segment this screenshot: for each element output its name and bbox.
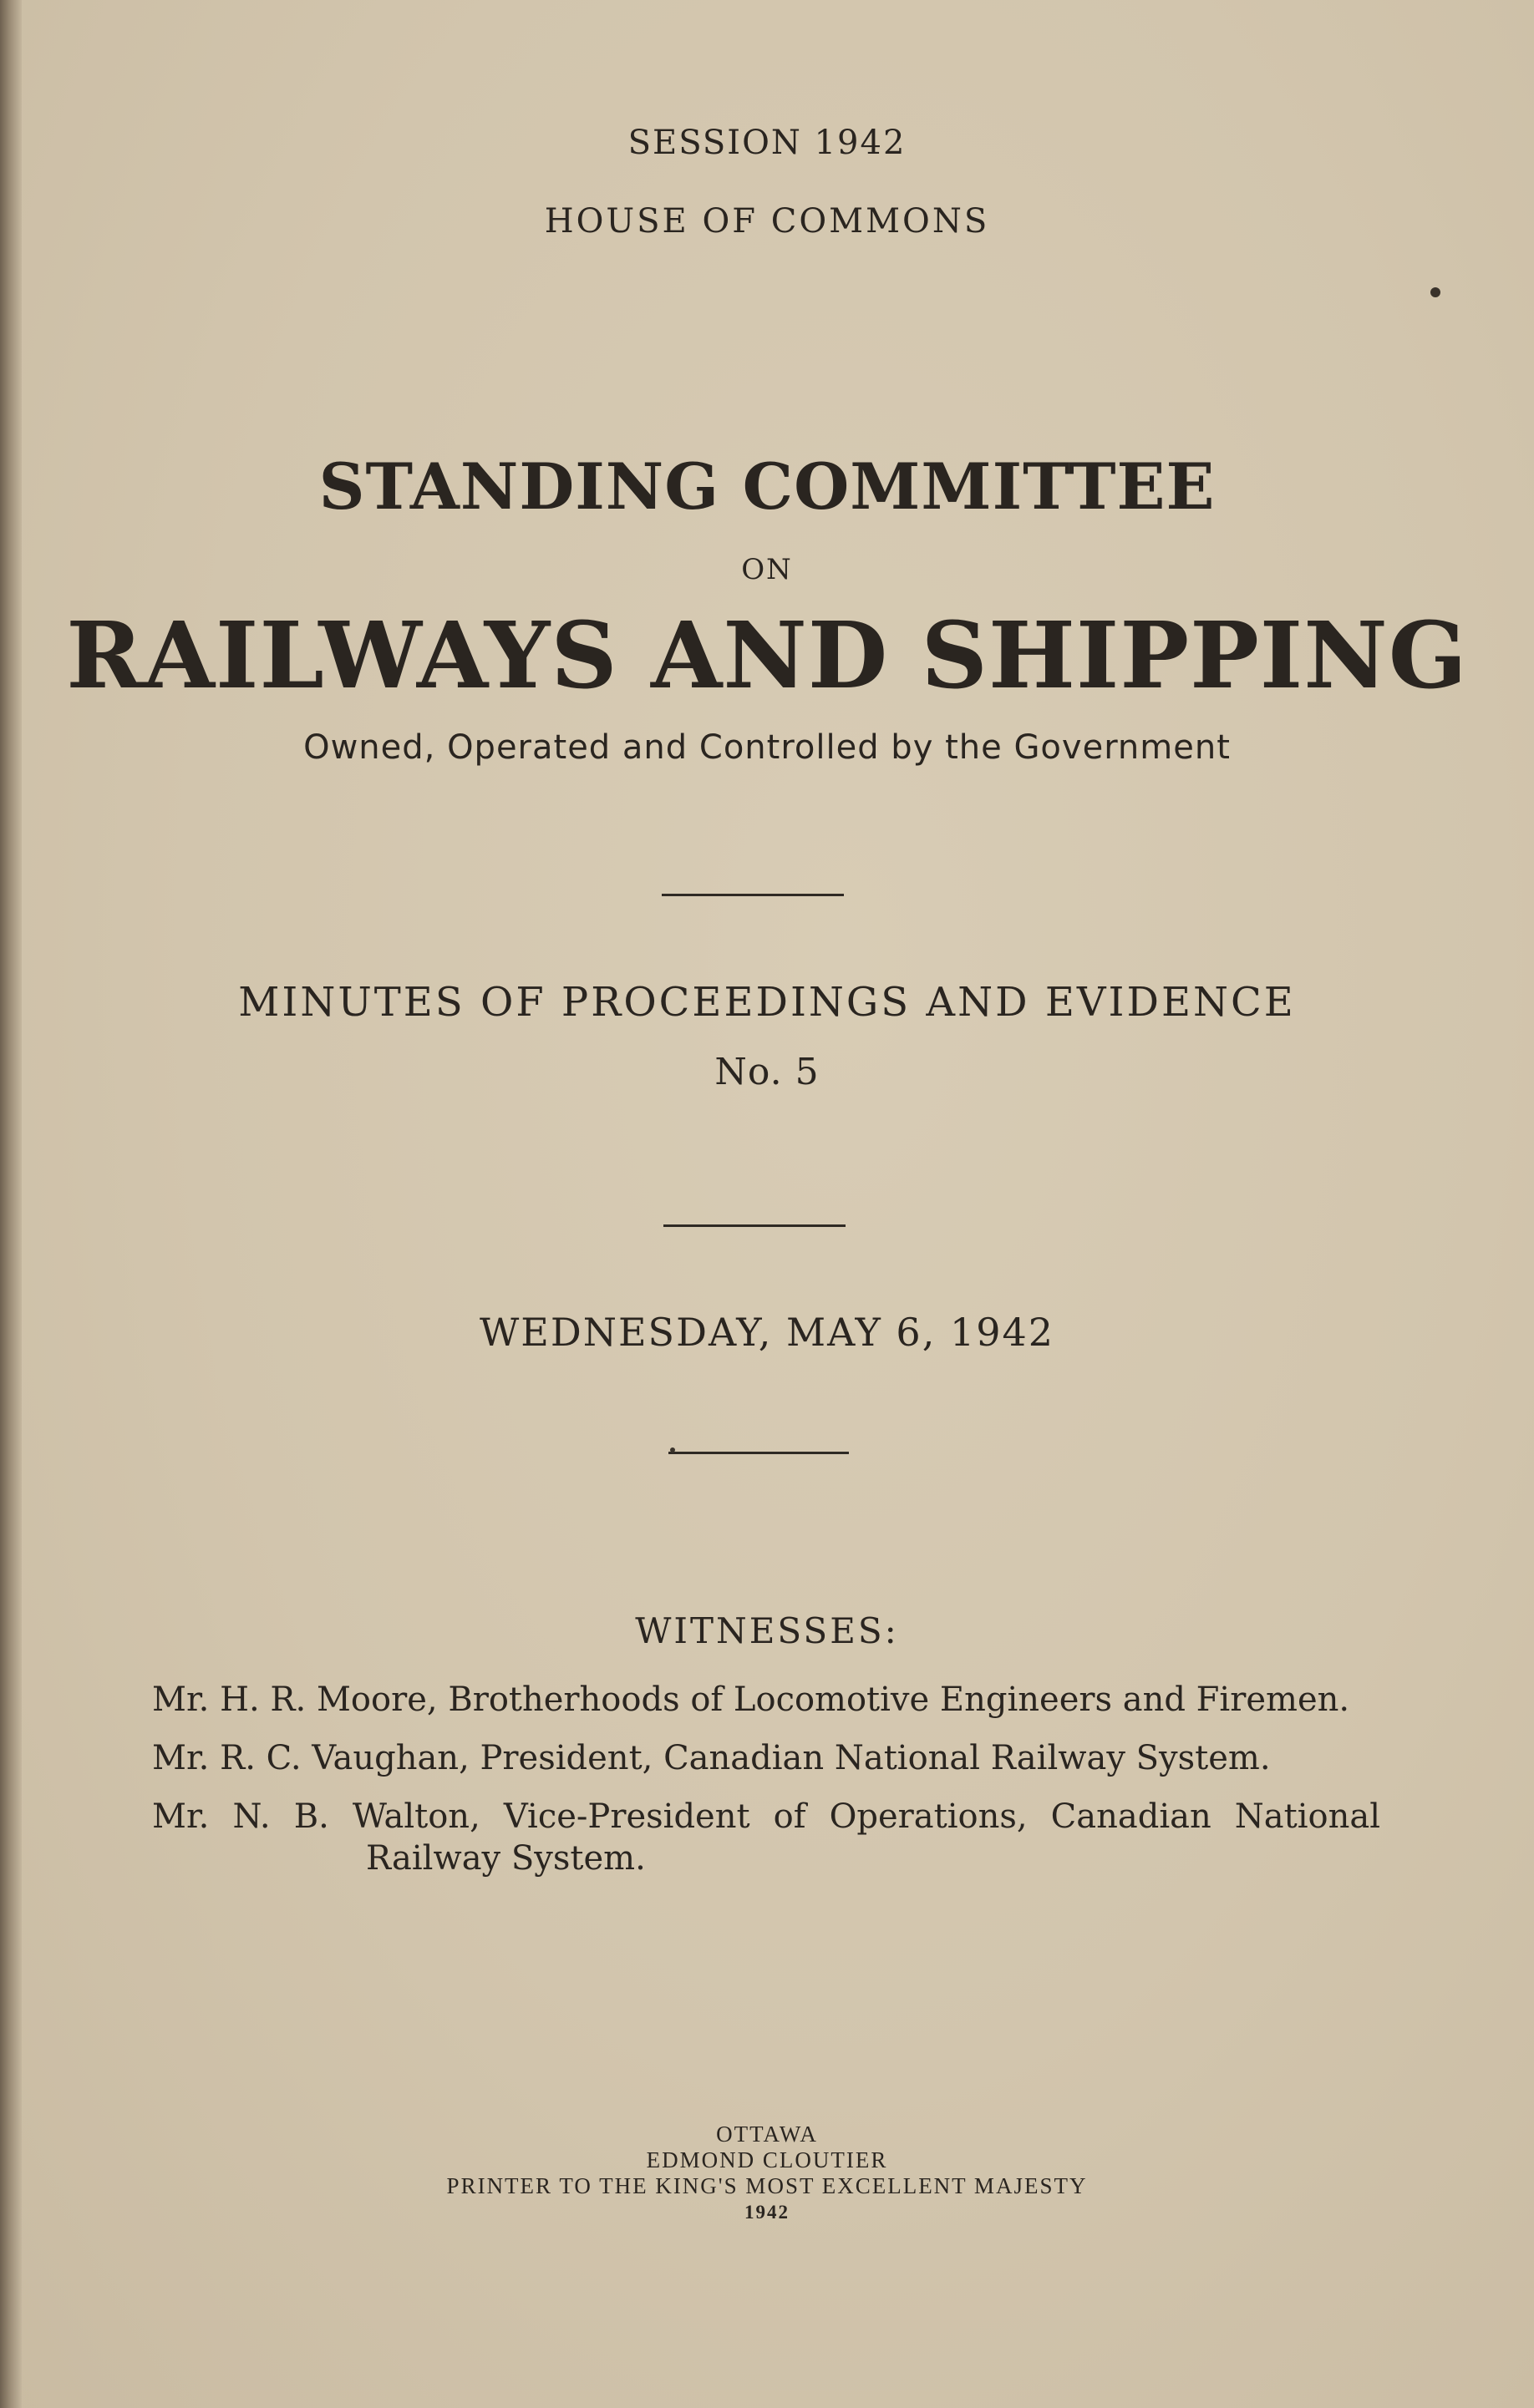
paper-speck (670, 1447, 675, 1452)
imprint-printer-title: PRINTER TO THE KING'S MOST EXCELLENT MAJESTY (446, 2173, 1088, 2198)
meeting-date: WEDNESDAY, MAY 6, 1942 (479, 1310, 1055, 1355)
divider-rule (662, 894, 844, 896)
committee-title: STANDING COMMITTEE (318, 449, 1216, 524)
witnesses-heading: WITNESSES: (635, 1610, 899, 1651)
divider-rule (663, 1224, 846, 1227)
proceedings-number: No. 5 (714, 1051, 820, 1093)
committee-title-main: RAILWAYS AND SHIPPING (66, 601, 1468, 709)
imprint-block (0, 2122, 1534, 2225)
imprint-city: OTTAWA (716, 2122, 818, 2147)
witness-item: Mr. N. B. Walton, Vice-President of Operations, Canadian National Railway System. (152, 1797, 1380, 1878)
committee-title-on: ON (741, 553, 793, 586)
committee-subtitle: Owned, Operated and Controlled by the Government (303, 728, 1231, 767)
divider-rule (668, 1452, 849, 1454)
proceedings-heading: MINUTES OF PROCEEDINGS AND EVIDENCE (238, 979, 1296, 1026)
imprint-printer: EDMOND CLOUTIER (646, 2147, 888, 2172)
page-binding-edge (0, 0, 22, 2408)
house-line: HOUSE OF COMMONS (544, 202, 990, 241)
witness-item: Mr. H. R. Moore, Brotherhoods of Locomotive Engineers and Firemen. (152, 1681, 1350, 1719)
paper-speck (1430, 287, 1440, 297)
witness-item: Mr. R. C. Vaughan, President, Canadian National Railway System. (152, 1739, 1271, 1777)
witness-list (152, 1679, 1380, 1896)
session-line: SESSION 1942 (627, 124, 907, 162)
imprint-year: 1942 (744, 2202, 790, 2223)
